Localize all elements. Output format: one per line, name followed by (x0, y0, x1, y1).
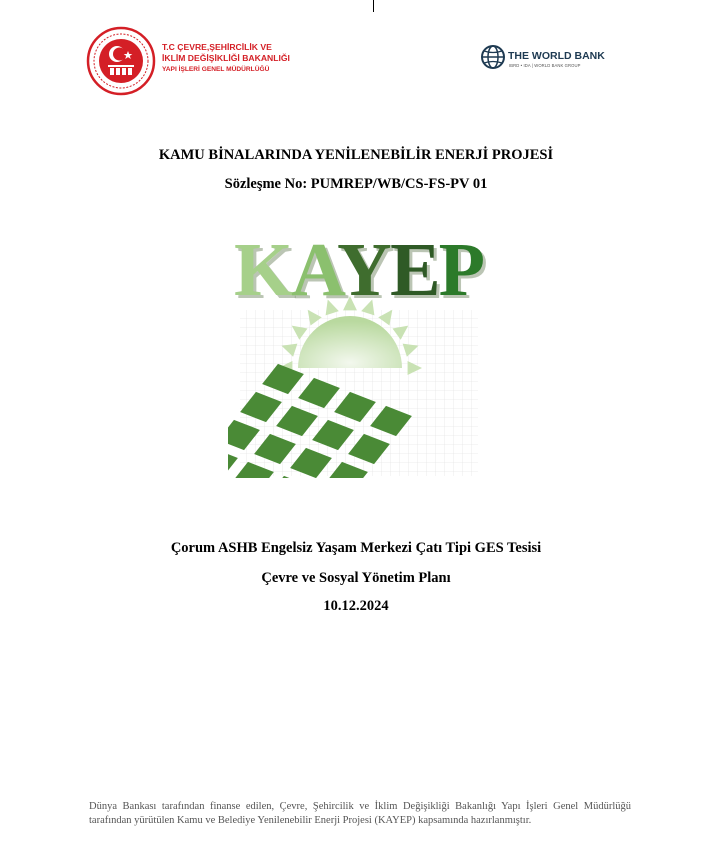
plan-title: Çevre ve Sosyal Yönetim Planı (261, 570, 451, 586)
solar-cell (268, 476, 310, 478)
ministry-name-line2: İKLİM DEĞİŞİKLİĞİ BAKANLIĞI (162, 53, 290, 63)
ministry-seal-icon (86, 26, 156, 96)
world-bank-logo (480, 44, 620, 74)
ministry-name-line1: T.C ÇEVRE,ŞEHİRCİLİK VE (162, 42, 272, 52)
ministry-logo (86, 26, 296, 96)
kayep-logo (228, 228, 490, 478)
footer-note: Dünya Bankası tarafından finanse edilen, Çevre, Şehircilik ve İklim Değişikliği Bakanlığı Yapı İşleri Genel Müdürlüğü tarafından yürütülen Kamu ve Belediye Yenilenebilir Enerji Projesi (KAYEP) kapsamında hazırlanmıştır. (89, 801, 631, 826)
solar-cell (228, 448, 238, 478)
kayep-letter-e: E (389, 228, 439, 312)
contract-number: Sözleşme No: PUMREP/WB/CS-FS-PV 01 (224, 176, 488, 192)
kayep-letter-a: A (291, 228, 338, 312)
kayep-letter-y: Y (337, 228, 390, 312)
kayep-letter-p: P (438, 228, 484, 312)
document-date: 10.12.2024 (323, 598, 389, 614)
kayep-letter-k: K (234, 228, 292, 312)
project-title: KAMU BİNALARINDA YENİLENEBİLİR ENERJİ PROJESİ (158, 147, 554, 163)
text-cursor-mark (373, 0, 374, 12)
world-bank-name: THE WORLD BANK (508, 50, 605, 62)
facility-name: Çorum ASHB Engelsiz Yaşam Merkezi Çatı Tipi GES Tesisi (170, 540, 542, 556)
kayep-wordmark (234, 228, 484, 312)
ministry-name-line3: YAPI İŞLERİ GENEL MÜDÜRLÜĞÜ (162, 66, 270, 73)
globe-icon (480, 44, 506, 70)
world-bank-subtitle: IBRD • IDA | WORLD BANK GROUP (509, 63, 581, 68)
